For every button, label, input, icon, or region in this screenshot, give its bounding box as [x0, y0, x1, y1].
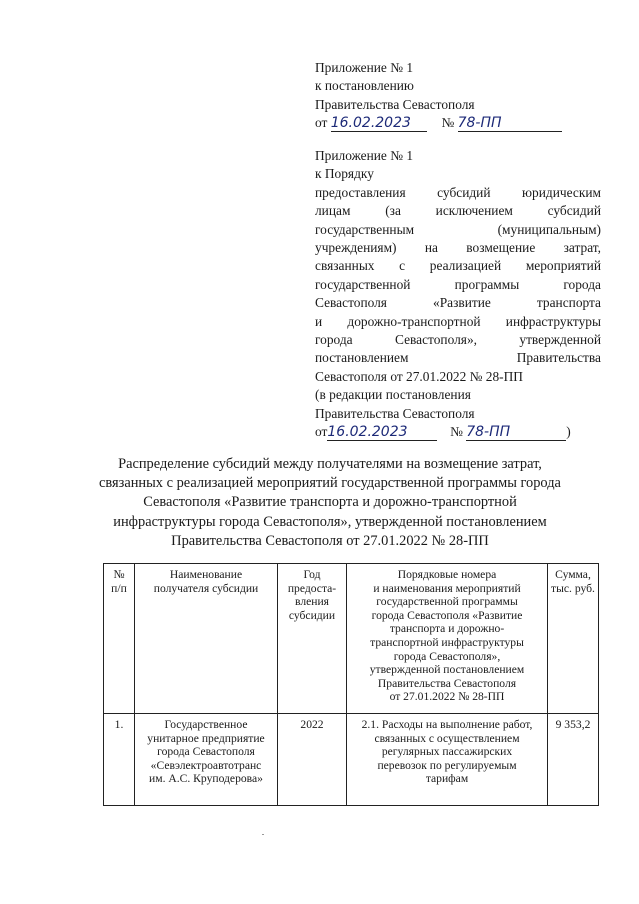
- title-line: Севастополя «Развитие транспорта и дорожно-транспортной: [143, 494, 517, 511]
- appendix-justified-line: Севастополя «Развитие транспорта: [315, 295, 601, 311]
- handwritten-number: 78-ПП: [466, 424, 566, 441]
- appendix-justified-line: предоставления субсидий юридическим: [315, 184, 601, 200]
- number-prefix: №: [450, 424, 463, 440]
- appendix-justified-line: учреждениям) на возмещение затрат,: [315, 240, 601, 256]
- cell-year: 2022: [278, 714, 347, 806]
- appendix-justified-line: государственным (муниципальным): [315, 221, 601, 237]
- title-line: Правительства Севастополя от 27.01.2022 № 28-ПП: [171, 532, 489, 549]
- appendix-justified-line: государственной программы города: [315, 276, 601, 292]
- header-recipient: Наименование получателя субсидии: [135, 564, 278, 714]
- appendix-line: Севастополя от 27.01.2022 № 28-ПП: [315, 368, 523, 384]
- appendix-justified-line: города Севастополя», утвержденной: [315, 332, 601, 348]
- appendix-line: Приложение № 1: [315, 148, 414, 163]
- appendix-justified-line: лицам (за исключением субсидий: [315, 203, 601, 219]
- appendix-line: к постановлению: [315, 78, 414, 94]
- subsidy-table: [103, 563, 599, 806]
- cell-recipient: Государственное унитарное предприятие города Севастополя «Севэлектроавтотранс им. А.С. Круподерова»: [135, 714, 278, 806]
- handwritten-date: 16.02.2023: [327, 424, 437, 441]
- number-prefix: №: [441, 115, 455, 131]
- table-header-row: [104, 564, 599, 714]
- appendix-date-line: [315, 114, 601, 132]
- cell-activity: 2.1. Расходы на выполнение работ, связанных с осуществлением регулярных пассажирских перевозок по регулируемым тарифам: [347, 714, 548, 806]
- handwritten-date: 16.02.2023: [331, 115, 427, 132]
- appendix-justified-line: связанных с реализацией мероприятий: [315, 258, 601, 274]
- header-number: № п/п: [104, 564, 135, 714]
- cell-number: 1.: [104, 714, 135, 806]
- appendix-line: к Порядку: [315, 166, 374, 182]
- date-prefix: от: [315, 424, 328, 440]
- title-line: инфраструктуры города Севастополя», утвержденной постановлением: [113, 513, 547, 530]
- appendix-line: Правительства Севастополя: [315, 405, 475, 421]
- header-activities: Порядковые номера и наименования мероприятий государственной программы города Севастополя «Развитие транспорта и дорожно- транспортной инфраструктуры города Севастополя», утвержденной постановлением Правительства Севастополя от 27.01.2022 № 28-ПП: [347, 564, 548, 714]
- cell-amount: 9 353,2: [548, 714, 599, 806]
- document-title: [60, 455, 600, 551]
- title-line: связанных с реализацией мероприятий государственной программы города: [99, 475, 561, 492]
- appendix-date-line: [315, 423, 601, 441]
- table-row: [104, 714, 599, 806]
- date-prefix: от: [315, 115, 328, 131]
- header-amount: Сумма, тыс. руб.: [548, 564, 599, 714]
- appendix-header-2: [315, 147, 601, 442]
- appendix-line: Приложение № 1: [315, 60, 414, 75]
- appendix-justified-line: и дорожно-транспортной инфраструктуры: [315, 313, 601, 329]
- appendix-line: Правительства Севастополя: [315, 96, 475, 112]
- title-line: Распределение субсидий между получателями на возмещение затрат,: [118, 456, 542, 472]
- appendix-header-1: [315, 59, 601, 133]
- scan-speck: [262, 834, 264, 835]
- handwritten-number: 78-ПП: [458, 115, 562, 132]
- appendix-line: (в редакции постановления: [315, 387, 471, 403]
- closing-paren: ): [566, 424, 571, 440]
- appendix-justified-line: постановлением Правительства: [315, 350, 601, 366]
- header-year: Год предоста- вления субсидии: [278, 564, 347, 714]
